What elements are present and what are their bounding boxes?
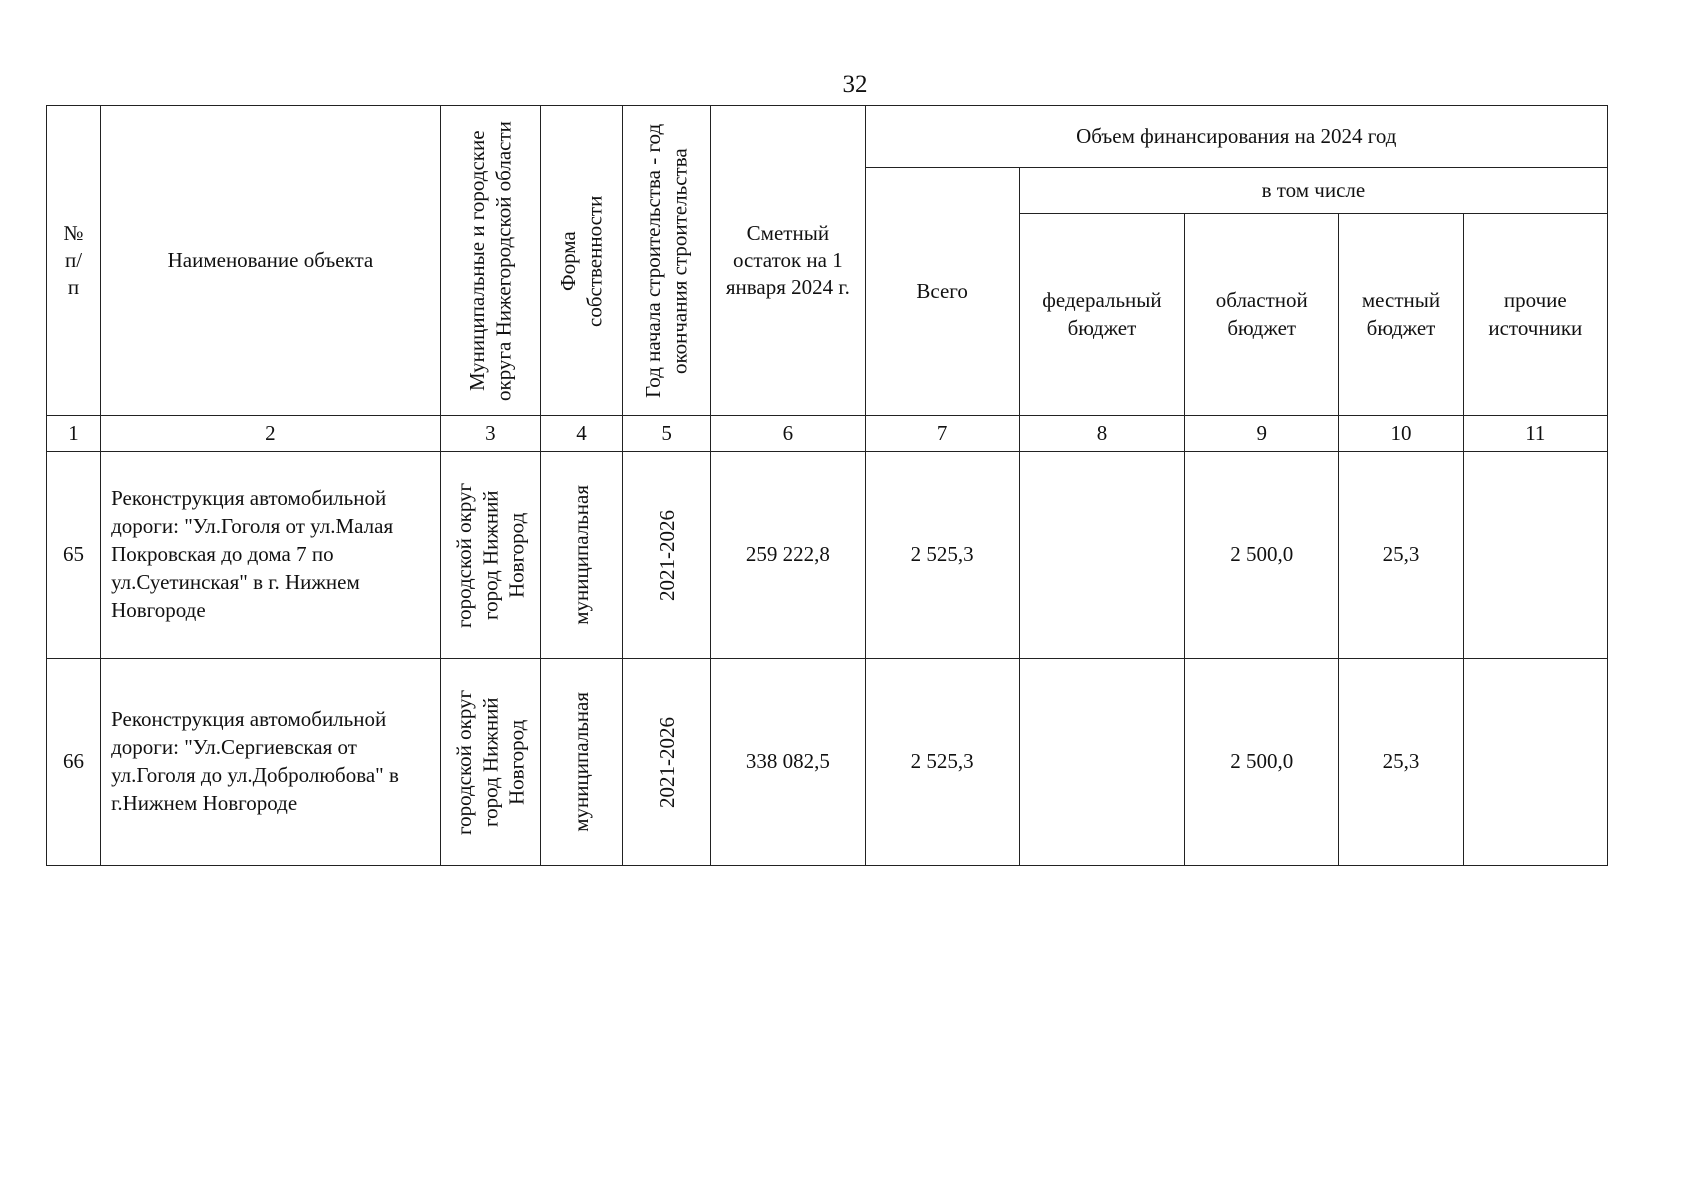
table-row xyxy=(47,659,1608,866)
header-total: Всего xyxy=(865,168,1019,416)
header-row-1 xyxy=(47,106,1608,168)
column-number: 1 xyxy=(47,416,101,452)
header-municipality-label: Муниципальные и городские округа Нижегородской области xyxy=(465,120,516,401)
row-ownership-label: муниципальная xyxy=(569,485,594,625)
header-name: Наименование объекта xyxy=(101,106,441,416)
row-name: Реконструкция автомобильной дороги: "Ул.Гоголя от ул.Малая Покровская до дома 7 по ул.Суетинская" в г. Нижнем Новгороде xyxy=(101,452,441,659)
header-no xyxy=(47,106,101,416)
row-federal xyxy=(1019,659,1184,866)
financing-table xyxy=(46,105,1608,866)
column-number: 3 xyxy=(440,416,540,452)
column-number-row xyxy=(47,416,1608,452)
row-other xyxy=(1463,659,1607,866)
column-number: 5 xyxy=(623,416,711,452)
column-number: 7 xyxy=(865,416,1019,452)
header-ownership-label: Форма собственности xyxy=(556,194,607,327)
row-years xyxy=(623,452,711,659)
header-balance-label: Сметный остаток на 1 января 2024 г. xyxy=(725,220,850,300)
row-ownership xyxy=(540,659,622,866)
header-local-label: местный бюджет xyxy=(1361,288,1441,340)
row-years-label: 2021-2026 xyxy=(654,716,679,808)
row-regional: 2 500,0 xyxy=(1185,659,1339,866)
header-regional-label: областной бюджет xyxy=(1215,288,1308,340)
row-municipality xyxy=(440,452,540,659)
table-row xyxy=(47,452,1608,659)
column-number: 10 xyxy=(1339,416,1463,452)
row-no: 65 xyxy=(47,452,101,659)
column-number: 6 xyxy=(711,416,865,452)
header-federal xyxy=(1019,214,1184,416)
row-total: 2 525,3 xyxy=(865,452,1019,659)
page-number: 32 xyxy=(842,71,868,98)
header-other-label: прочие источники xyxy=(1488,288,1583,340)
header-municipality xyxy=(440,106,540,416)
column-number: 8 xyxy=(1019,416,1184,452)
header-regional xyxy=(1185,214,1339,416)
row-municipality-label: городской округ город Нижний Новгород xyxy=(451,689,529,835)
header-including: в том числе xyxy=(1019,168,1607,214)
header-ownership xyxy=(540,106,622,416)
row-years xyxy=(623,659,711,866)
row-ownership-label: муниципальная xyxy=(569,692,594,832)
row-total: 2 525,3 xyxy=(865,659,1019,866)
header-no-label: № п/ п xyxy=(63,220,84,300)
column-number: 2 xyxy=(101,416,441,452)
header-other xyxy=(1463,214,1607,416)
row-federal xyxy=(1019,452,1184,659)
row-balance: 338 082,5 xyxy=(711,659,865,866)
header-years-label: Год начала строительства - год окончания строительства xyxy=(641,123,692,398)
row-no: 66 xyxy=(47,659,101,866)
row-regional: 2 500,0 xyxy=(1185,452,1339,659)
row-ownership xyxy=(540,452,622,659)
row-municipality xyxy=(440,659,540,866)
header-local xyxy=(1339,214,1463,416)
row-local: 25,3 xyxy=(1339,659,1463,866)
header-balance xyxy=(711,106,865,416)
row-balance: 259 222,8 xyxy=(711,452,865,659)
row-name: Реконструкция автомобильной дороги: "Ул.Сергиевская от ул.Гоголя до ул.Добролюбова" в г.Нижнем Новгороде xyxy=(101,659,441,866)
column-number: 9 xyxy=(1185,416,1339,452)
column-number: 4 xyxy=(540,416,622,452)
row-municipality-label: городской округ город Нижний Новгород xyxy=(451,482,529,628)
header-federal-label: федеральный бюджет xyxy=(1042,288,1162,340)
header-years xyxy=(623,106,711,416)
column-number: 11 xyxy=(1463,416,1607,452)
row-local: 25,3 xyxy=(1339,452,1463,659)
row-other xyxy=(1463,452,1607,659)
header-financing-title: Объем финансирования на 2024 год xyxy=(865,106,1607,168)
row-years-label: 2021-2026 xyxy=(654,509,679,601)
